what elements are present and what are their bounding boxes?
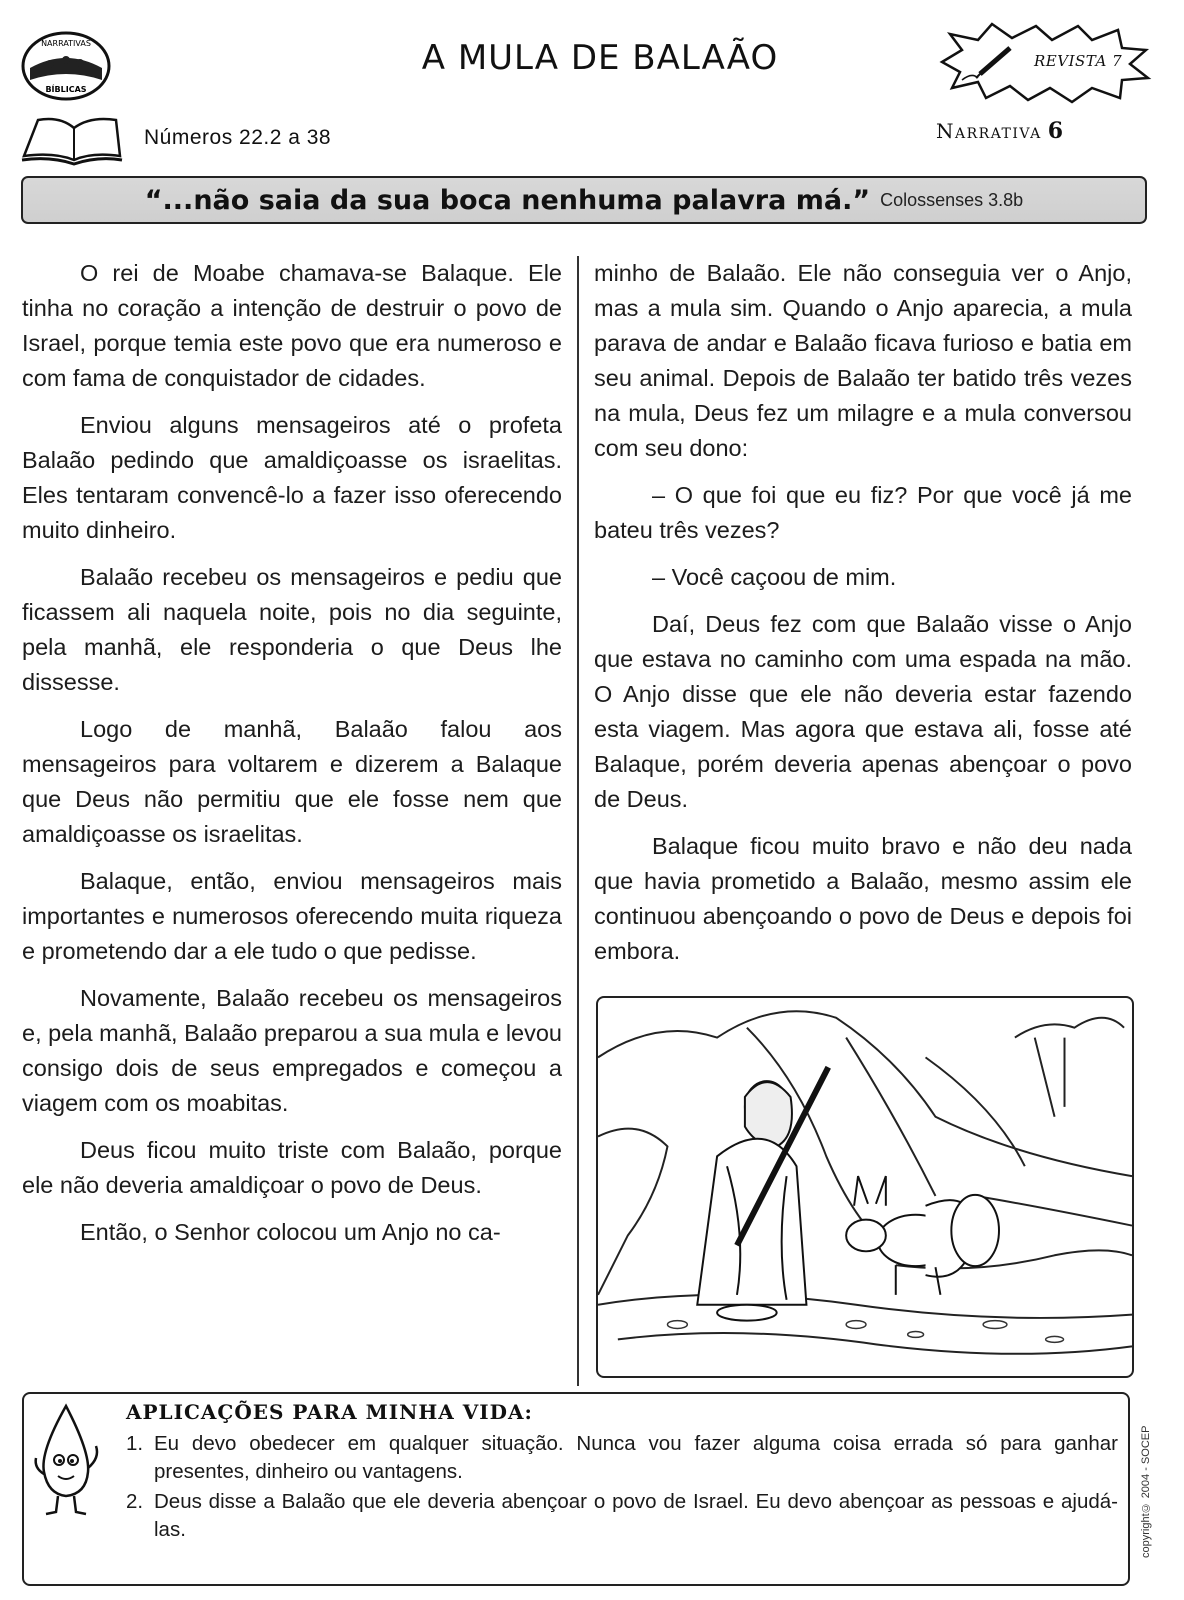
memory-verse-banner <box>21 176 1147 224</box>
story-paragraph: Balaque, então, enviou mensageiros mais importantes e numerosos oferecendo muita riqueza e prometendo dar a ele tudo o que pedisse. <box>22 868 562 964</box>
story-paragraph-continuation: minho de Balaão. Ele não conseguia ver o Anjo, mas a mula sim. Quando o Anjo aparecia, a mula parava de andar e Balaão ficava furioso e batia em seu animal. Depois de Balaão ter batido três vezes na mula, Deus fez um milagre e a mula conversou com seu dono: <box>594 260 1132 461</box>
narrativa-heading <box>936 118 1065 144</box>
balaam-figure <box>697 1067 828 1320</box>
open-book-icon <box>20 112 124 166</box>
story-column-left <box>22 256 562 1262</box>
application-text: Eu devo obedecer em qualquer situação. Nunca vou fazer alguma coisa errada só para ganhar presentes, dinheiro ou vantagens. <box>154 1432 1118 1483</box>
application-item <box>126 1488 1118 1544</box>
memory-verse-reference: Colossenses 3.8b <box>880 189 1024 210</box>
application-item <box>126 1430 1118 1486</box>
revista-label: REVISTA 7 <box>1034 52 1123 70</box>
water-drop-mascot-icon <box>30 1402 102 1520</box>
logo-top-text: NARRATIVAS <box>41 39 91 48</box>
narrativa-label: Narrativa <box>936 119 1042 143</box>
column-divider <box>577 256 579 1386</box>
application-text: Deus disse a Balaão que ele deveria abençoar o povo de Israel. Eu devo abençoar as pessoas e ajudá-las. <box>154 1490 1118 1541</box>
application-number: 2. <box>126 1490 144 1513</box>
narrativa-number: 6 <box>1047 118 1065 144</box>
logo-bottom-text: BÍBLICAS <box>45 85 87 94</box>
story-paragraph: – Você caçoou de mim. <box>652 564 897 590</box>
applications-list <box>126 1430 1118 1546</box>
copyright-notice: copyright© 2004 - SOCEP <box>1140 1425 1152 1559</box>
applications-title: APLICAÇÕES PARA MINHA VIDA: <box>126 1400 533 1424</box>
story-paragraph: Balaque ficou muito bravo e não deu nada que havia prometido a Balaão, mesmo assim ele continuou abençoando o povo de Deus e depois foi embora. <box>594 833 1132 964</box>
story-paragraph: Novamente, Balaão recebeu os mensageiros e, pela manhã, Balaão preparou a sua mula e levou consigo dois de seus empregados e começou a viagem com os moabitas. <box>22 985 562 1116</box>
story-column-right <box>594 256 1132 981</box>
narrativas-biblicas-logo <box>20 28 112 102</box>
application-number: 1. <box>126 1432 144 1455</box>
memory-verse-text: “...não saia da sua boca nenhuma palavra má.” <box>144 184 871 216</box>
page-title: A MULA DE BALAÃO <box>421 38 779 78</box>
bible-reference: Números 22.2 a 38 <box>144 126 332 149</box>
story-paragraph: – O que foi que eu fiz? Por que você já me bateu três vezes? <box>594 482 1132 543</box>
donkey-figure <box>846 1176 999 1295</box>
story-paragraph: Enviou alguns mensageiros até o profeta Balaão pedindo que amaldiçoasse os israelitas. Eles tentaram convencê-lo a fazer isso oferecendo muito dinheiro. <box>22 412 562 543</box>
story-paragraph: Balaão recebeu os mensageiros e pediu que ficassem ali naquela noite, pois no dia seguinte, pela manhã, ele responderia o que Deus lhe dissesse. <box>22 564 562 695</box>
story-paragraph: Daí, Deus fez com que Balaão visse o Anjo que estava no caminho com uma espada na mão. O Anjo disse que ele não deveria estar fazendo esta viagem. Mas agora que estava ali, fosse até Balaque, porém deveria apenas abençoar o povo de Deus. <box>594 611 1132 812</box>
story-paragraph: O rei de Moabe chamava-se Balaque. Ele tinha no coração a intenção de destruir o povo de Israel, porque temia este povo que era numeroso e com fama de conquistador de cidades. <box>22 260 562 391</box>
story-paragraph: Deus ficou muito triste com Balaão, porque ele não deveria amaldiçoar o povo de Deus. <box>22 1137 562 1198</box>
story-paragraph: Então, o Senhor colocou um Anjo no ca- <box>80 1219 501 1245</box>
balaam-donkey-illustration <box>596 996 1134 1378</box>
story-paragraph: Logo de manhã, Balaão falou aos mensageiros para voltarem e dizerem a Balaque que Deus não permitiu que ele fosse nem que amaldiçoasse os israelitas. <box>22 716 562 847</box>
